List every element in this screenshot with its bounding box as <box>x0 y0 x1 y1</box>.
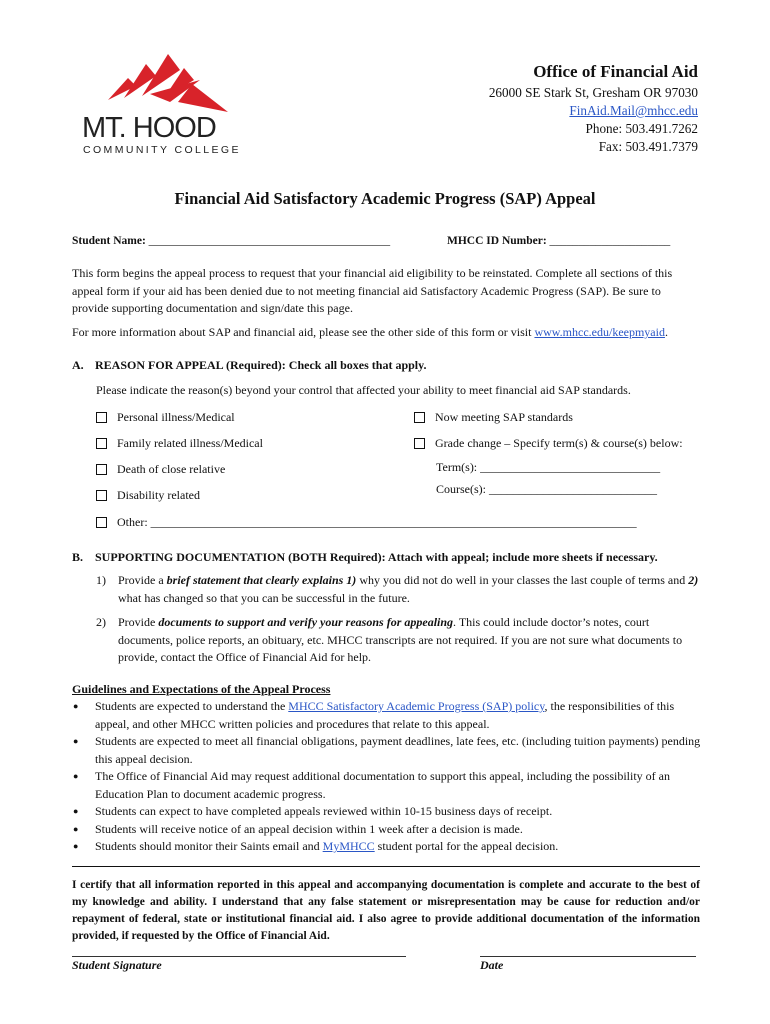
sap-policy-link[interactable]: MHCC Satisfactory Academic Progress (SAP) policy <box>288 699 545 713</box>
course-label: Course(s): <box>436 482 486 496</box>
date-label: Date <box>480 958 504 972</box>
requirement-item-2 <box>96 614 706 667</box>
checkbox-label: Personal illness/Medical <box>117 410 235 424</box>
checkbox-label: Disability related <box>117 488 200 502</box>
item-text: student portal for the appeal decision. <box>374 839 559 853</box>
item-text: Students should monitor their Saints email and <box>95 839 323 853</box>
item-text: Students are expected to meet all financial obligations, payment deadlines, late fees, etc. (including tuition payments) pending this appeal decision. <box>95 734 701 766</box>
item-text: what has changed so that you can be successful in the future. <box>118 590 410 605</box>
list-item <box>72 698 702 733</box>
requirement-item-1 <box>96 572 706 607</box>
section-b-heading <box>72 550 658 565</box>
student-name-field[interactable] <box>72 235 390 247</box>
checkbox-other[interactable] <box>96 515 637 530</box>
keepmyaid-link[interactable]: www.mhcc.edu/keepmyaid <box>534 325 665 339</box>
office-address: 26000 SE Stark St, Gresham OR 97030 <box>488 85 698 100</box>
form-title: Financial Aid Satisfactory Academic Progress (SAP) Appeal <box>174 189 596 208</box>
checkbox-family-illness[interactable] <box>96 436 263 451</box>
list-item <box>72 838 702 856</box>
term-label: Term(s): <box>436 460 478 474</box>
office-contact-block <box>489 60 698 156</box>
bullet-icon: ● <box>73 823 79 834</box>
student-signature-line[interactable] <box>72 956 406 957</box>
checkbox-label: Now meeting SAP standards <box>435 410 573 424</box>
list-item <box>72 733 702 768</box>
bullet-icon: ● <box>73 841 79 851</box>
student-name-blank[interactable]: __________________________________________ <box>148 235 391 247</box>
mhcc-id-blank[interactable]: _____________________ <box>549 235 671 247</box>
item-number: 1) <box>96 573 106 587</box>
office-title: Office of Financial Aid <box>533 62 698 81</box>
college-logo <box>80 50 252 162</box>
checkbox-label: Grade change – Specify term(s) & course(s) below: <box>435 436 683 450</box>
item-text: Students are expected to understand the <box>95 699 289 713</box>
guidelines-title: Guidelines and Expectations of the Appeal Process <box>72 682 331 696</box>
checkbox-meeting-sap[interactable] <box>414 410 573 425</box>
item-text: . This could include doctor’s notes, court documents, police reports, an obituary, etc. MHCC transcripts are not required. If you are not sure what documents to provide, contact the Office of Financial Aid for help. <box>118 615 683 664</box>
course-blank[interactable]: ____________________________ <box>489 482 657 496</box>
bullet-icon: ● <box>73 771 79 781</box>
checkbox-label: Family related illness/Medical <box>117 436 263 450</box>
item-text: Students will receive notice of an appeal decision within 1 week after a decision is made. <box>95 821 523 836</box>
student-name-label: Student Name: <box>72 235 146 247</box>
info-text: For more information about SAP and financial aid, please see the other side of this form or visit <box>72 325 535 339</box>
mhcc-id-label: MHCC ID Number: <box>447 235 547 247</box>
office-email-link[interactable]: FinAid.Mail@mhcc.edu <box>569 103 698 118</box>
checkbox-square-icon[interactable] <box>96 490 107 501</box>
item-text: The Office of Financial Aid may request additional documentation to support this appeal, including the possibility of an Education Plan to document academic progress. <box>95 769 670 801</box>
mhcc-id-field[interactable] <box>447 235 670 247</box>
checkbox-square-icon[interactable] <box>96 412 107 423</box>
logo-name-sub: COMMUNITY COLLEGE <box>83 144 241 156</box>
checkbox-personal-illness[interactable] <box>96 410 235 425</box>
divider <box>72 866 700 867</box>
date-line[interactable] <box>480 956 696 957</box>
item-emphasis: brief statement that clearly explains 1) <box>166 573 357 587</box>
course-field[interactable] <box>436 482 657 497</box>
list-item <box>72 768 702 803</box>
item-number: 2) <box>96 615 106 629</box>
checkbox-disability[interactable] <box>96 488 200 503</box>
other-blank[interactable]: _________________________________________________________________________________ <box>150 515 637 529</box>
student-signature-label: Student Signature <box>72 958 162 972</box>
section-a-letter: A. <box>72 358 84 372</box>
list-item <box>72 803 702 821</box>
term-field[interactable] <box>436 460 660 475</box>
other-label: Other: <box>117 515 148 529</box>
bullet-icon: ● <box>73 806 79 816</box>
item-text: , the responsibilities of this appeal, and other MHCC written policies and procedures that relate to this appeal. <box>95 699 675 731</box>
bullet-icon: ● <box>73 736 79 746</box>
checkbox-death-relative[interactable] <box>96 462 225 477</box>
item-text: Provide <box>118 615 159 629</box>
item-text: why you did not do well in your classes the last couple of terms and <box>356 573 689 587</box>
office-fax: Fax: 503.491.7379 <box>598 139 698 154</box>
section-b-title: SUPPORTING DOCUMENTATION (BOTH Required): Attach with appeal; include more sheets if necessary. <box>95 550 658 564</box>
checkbox-label: Death of close relative <box>117 462 226 476</box>
info-end: . <box>664 325 668 339</box>
certification-statement: I certify that all information reported in this appeal and accompanying documentation is complete and accurate to the best of my knowledge and ability. I understand that any false statement or misrepresentation may be cause for reduction and/or repayment of federal, state or institutional financial aid. I also agree to provide additional documentation of the information provided, if requested by the Office of Financial Aid. <box>72 879 700 942</box>
item-text: Students can expect to have completed appeals reviewed within 10-15 business days of receipt. <box>95 804 553 818</box>
logo-name-main: MT. HOOD <box>82 112 216 144</box>
mymhcc-link[interactable]: MyMHCC <box>322 839 375 853</box>
info-paragraph <box>72 324 700 342</box>
checkbox-grade-change[interactable] <box>414 436 683 451</box>
checkbox-square-icon[interactable] <box>96 517 107 528</box>
section-a-title: REASON FOR APPEAL (Required): Check all boxes that apply. <box>95 358 427 372</box>
checkbox-square-icon[interactable] <box>96 464 107 475</box>
item-emphasis: documents to support and verify your reasons for appealing <box>158 615 454 629</box>
item-emphasis: 2) <box>688 573 699 587</box>
item-text: Provide a <box>118 573 167 587</box>
term-blank[interactable]: ______________________________ <box>480 460 661 474</box>
guidelines-list <box>72 698 702 856</box>
section-a-instruction: Please indicate the reason(s) beyond your control that affected your ability to meet financial aid SAP standards. <box>96 383 631 397</box>
section-a-heading <box>72 358 426 373</box>
section-b-letter: B. <box>72 550 84 564</box>
checkbox-square-icon[interactable] <box>414 438 425 449</box>
list-item <box>72 821 702 839</box>
intro-paragraph: This form begins the appeal process to request that your financial aid eligibility to be reinstated. Complete all sections of this appeal form if your aid has been denied due to not meeting financial aid Satisfactory Academic Progress (SAP). Be sure to provide supporting documentation and sign/date this page. <box>72 266 673 315</box>
office-phone: Phone: 503.491.7262 <box>585 121 698 136</box>
checkbox-square-icon[interactable] <box>414 412 425 423</box>
checkbox-square-icon[interactable] <box>96 438 107 449</box>
bullet-icon: ● <box>73 701 79 711</box>
